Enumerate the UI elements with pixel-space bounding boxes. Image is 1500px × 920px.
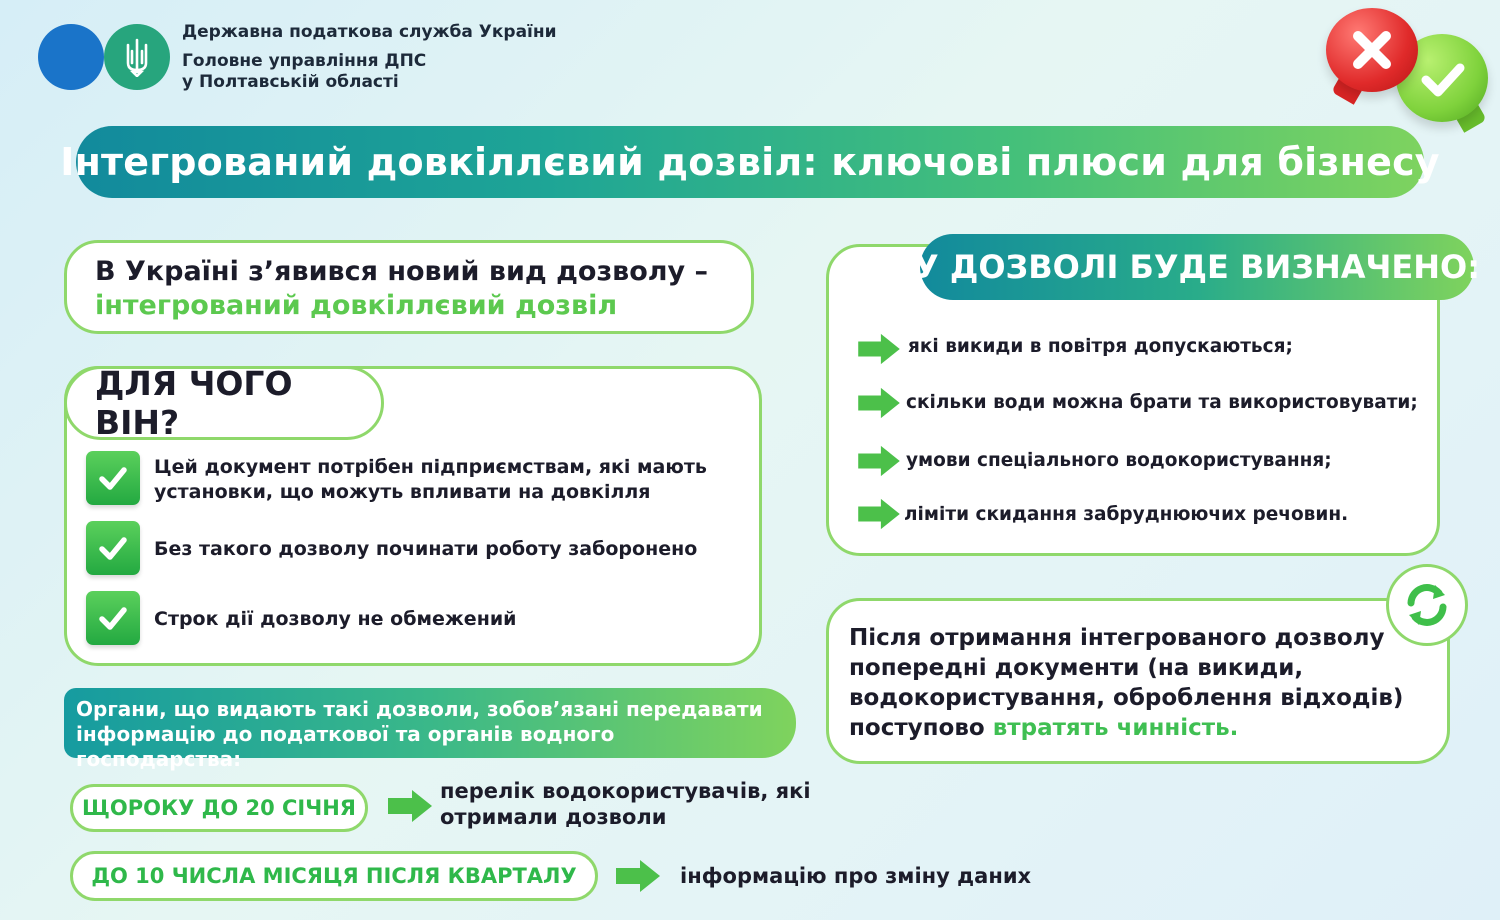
checkmark-icon — [86, 521, 140, 575]
after-highlight: втратять чинність. — [992, 715, 1239, 741]
page-title: Інтегрований довкіллєвий дозвіл: ключові плюси для бізнесу — [60, 140, 1440, 184]
after-card — [826, 598, 1450, 764]
org-name: Державна податкова служба України — [182, 22, 557, 42]
deadline-pill: ЩОРОКУ ДО 20 СІЧНЯ — [70, 784, 368, 832]
intro-card — [64, 240, 754, 334]
dps-logo-circle — [38, 24, 104, 90]
permit-item: ліміти скидання забруднюючих речовин. — [904, 504, 1349, 525]
permit-item: умови спеціального водокористування; — [906, 450, 1332, 471]
permit-heading: У ДОЗВОЛІ БУДЕ ВИЗНАЧЕНО: — [920, 234, 1474, 300]
reject-x-icon — [1326, 8, 1418, 92]
arrow-right-icon — [856, 332, 902, 366]
refresh-cycle-icon — [1386, 564, 1468, 646]
deadline-pill: ДО 10 ЧИСЛА МІСЯЦЯ ПІСЛЯ КВАРТАЛУ — [70, 851, 598, 901]
arrow-right-icon — [614, 858, 662, 894]
org-region: у Полтавській області — [182, 72, 399, 92]
arrow-right-icon — [856, 386, 902, 420]
why-item-1: Цей документ потрібен підприємствам, які мають установки, що можуть впливати на довкілля — [154, 456, 707, 503]
intro-highlight: інтегрований довкіллєвий дозвіл — [95, 290, 618, 321]
banner-line: Органи, що видають такі дозволи, зобов’язані передавати — [76, 697, 763, 721]
title-banner — [60, 126, 1440, 198]
after-line: водокористування, оброблення відходів) — [849, 685, 1404, 711]
permit-item: скільки води можна брати та використовувати; — [906, 392, 1418, 413]
after-line: попередні документи (на викиди, — [849, 655, 1304, 681]
intro-line: В Україні з’явився новий вид дозволу – — [95, 256, 709, 287]
banner-line: інформацію до податкової та органів водного господарства: — [76, 722, 615, 771]
after-line: поступово втратять чинність. — [849, 715, 1239, 741]
deadline-description: перелік водокористувачів, які отримали дозволи — [440, 779, 811, 829]
checkmark-icon — [86, 591, 140, 645]
why-item-2: Без такого дозволу починати роботу заборонено — [154, 538, 698, 560]
checkmark-icon — [86, 451, 140, 505]
deadline-description: інформацію про зміну даних — [680, 864, 1032, 888]
authorities-banner — [64, 688, 796, 771]
arrow-right-icon — [386, 788, 434, 824]
permit-item: які викиди в повітря допускаються; — [908, 336, 1293, 357]
arrow-right-icon — [856, 444, 902, 478]
trident-emblem-icon — [104, 24, 170, 90]
arrow-right-icon — [856, 497, 902, 531]
after-line: Після отримання інтегрованого дозволу — [849, 625, 1385, 651]
why-heading: ДЛЯ ЧОГО ВІН? — [64, 366, 384, 440]
why-item-3: Строк дії дозволу не обмежений — [154, 608, 517, 630]
org-department: Головне управління ДПС — [182, 51, 427, 71]
